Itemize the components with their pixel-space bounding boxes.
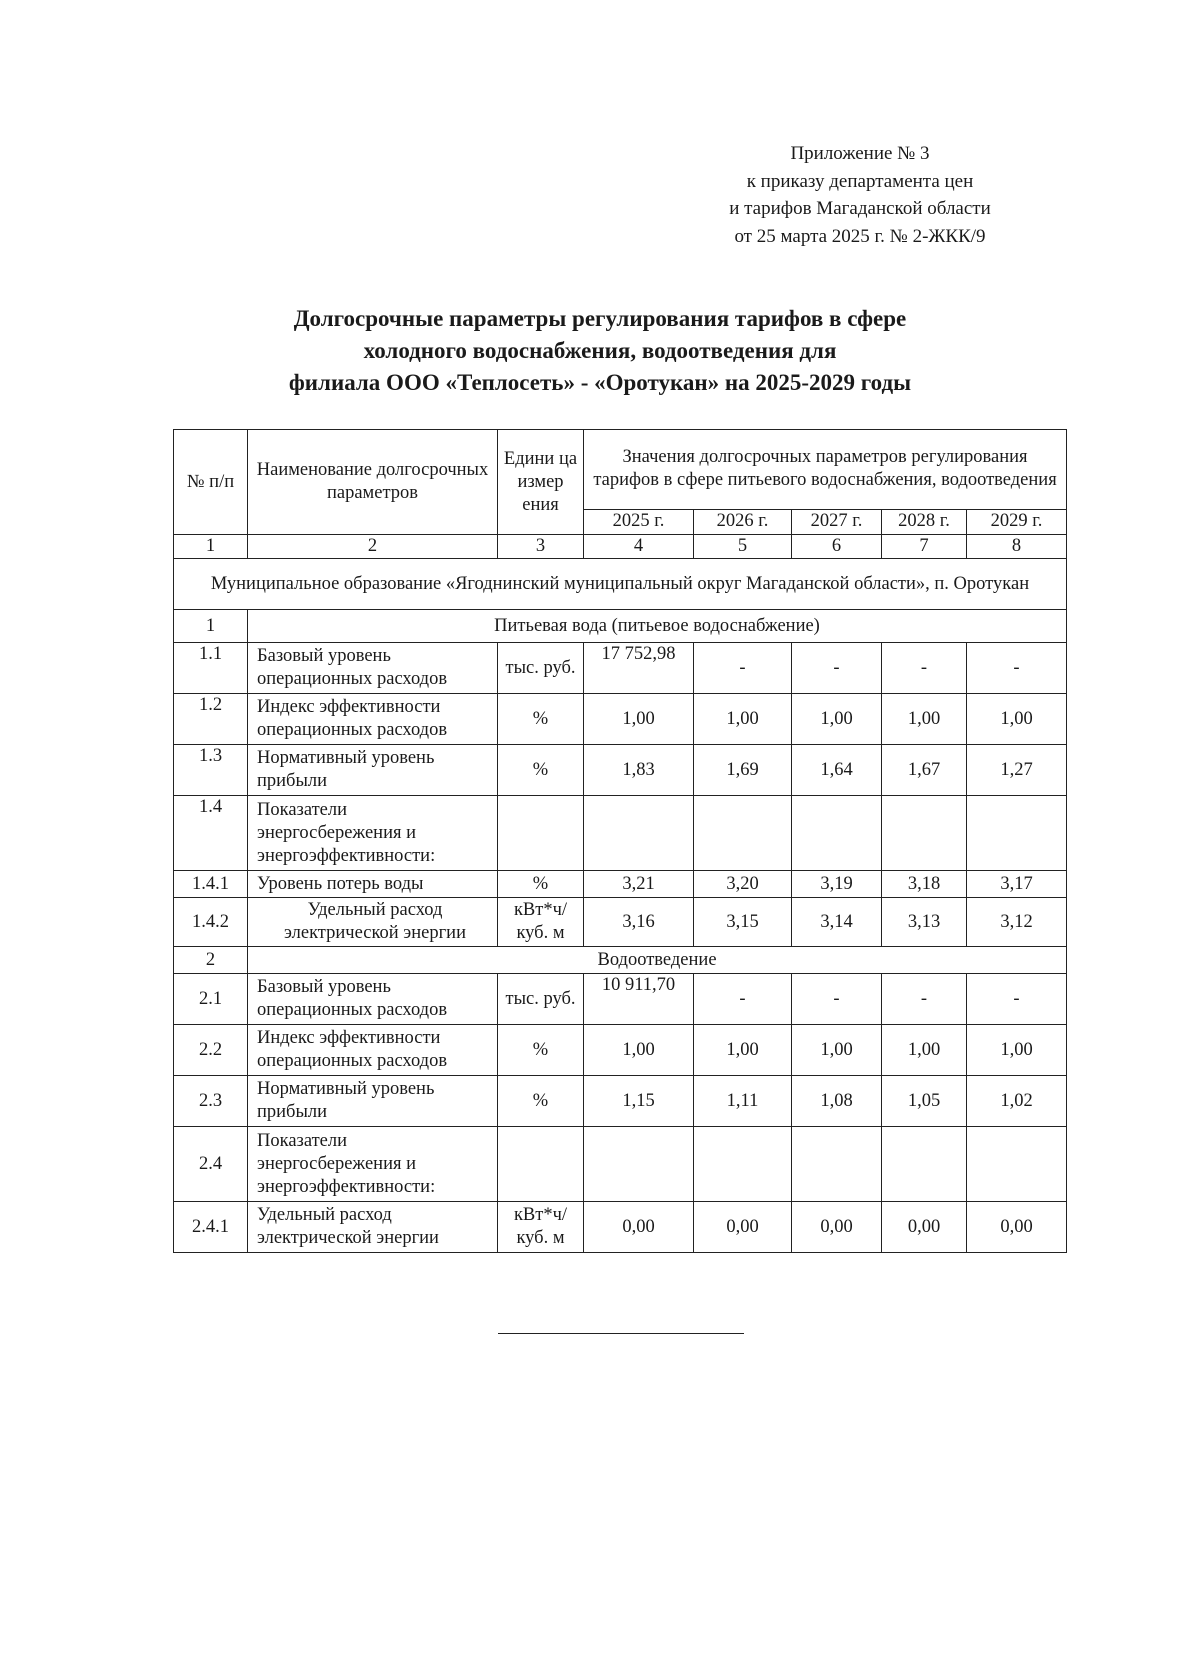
row-value: 1,83 xyxy=(584,745,694,796)
row-name: Показатели энергосбережения и энергоэффективности: xyxy=(248,796,498,871)
row-value: 3,15 xyxy=(694,898,792,947)
row-value: 1,00 xyxy=(967,694,1067,745)
row-value: 1,00 xyxy=(694,694,792,745)
parameters-table xyxy=(173,429,1067,1253)
header-row xyxy=(174,430,1067,510)
appendix-line-2: к приказу департамента цен xyxy=(746,170,974,192)
row-value: 3,20 xyxy=(694,871,792,898)
row-num: 1.4.1 xyxy=(174,871,248,898)
row-num: 2.4.1 xyxy=(174,1202,248,1253)
closing-divider xyxy=(498,1333,744,1334)
table-row xyxy=(174,643,1067,694)
row-value: 17 752,98 xyxy=(584,643,694,694)
row-unit: кВт*ч/ куб. м xyxy=(498,1202,584,1253)
row-num: 1.3 xyxy=(174,745,248,796)
column-number: 6 xyxy=(792,535,882,559)
row-num: 2.4 xyxy=(174,1127,248,1202)
header-year: 2027 г. xyxy=(792,509,882,534)
title-line-3: филиала ООО «Теплосеть» - «Оротукан» на 2025-2029 годы xyxy=(288,370,912,395)
header-year: 2026 г. xyxy=(694,509,792,534)
column-number: 4 xyxy=(584,535,694,559)
row-unit: % xyxy=(498,1076,584,1127)
row-value: 1,00 xyxy=(584,694,694,745)
section-num: 1 xyxy=(174,610,248,643)
row-value: 0,00 xyxy=(882,1202,967,1253)
row-name: Индекс эффективности операционных расходов xyxy=(248,1025,498,1076)
row-unit: тыс. руб. xyxy=(498,643,584,694)
header-name: Наименование долгосрочных параметров xyxy=(248,430,498,535)
row-value: 1,00 xyxy=(792,1025,882,1076)
row-value: - xyxy=(882,643,967,694)
row-unit: % xyxy=(498,694,584,745)
row-value xyxy=(792,796,882,871)
row-value: - xyxy=(967,643,1067,694)
row-name: Удельный расход электрической энергии xyxy=(248,1202,498,1253)
table-row xyxy=(174,898,1067,947)
row-unit xyxy=(498,1127,584,1202)
row-unit: кВт*ч/ куб. м xyxy=(498,898,584,947)
row-value: 1,11 xyxy=(694,1076,792,1127)
row-value: 1,02 xyxy=(967,1076,1067,1127)
section-title: Водоотведение xyxy=(248,947,1067,974)
municipality-row xyxy=(174,559,1067,610)
row-value: 10 911,70 xyxy=(584,974,694,1025)
appendix-line-1: Приложение № 3 xyxy=(790,143,930,164)
row-value: 1,05 xyxy=(882,1076,967,1127)
row-unit: % xyxy=(498,1025,584,1076)
row-value: - xyxy=(694,643,792,694)
row-value xyxy=(694,796,792,871)
row-name: Нормативный уровень прибыли xyxy=(248,745,498,796)
row-name: Индекс эффективности операционных расходов xyxy=(248,694,498,745)
appendix-line-4: от 25 марта 2025 г. № 2-ЖКК/9 xyxy=(734,225,986,247)
row-value: 1,00 xyxy=(584,1025,694,1076)
row-value: 1,00 xyxy=(694,1025,792,1076)
row-value: 0,00 xyxy=(967,1202,1067,1253)
row-value xyxy=(967,796,1067,871)
table-row xyxy=(174,694,1067,745)
row-value: 1,67 xyxy=(882,745,967,796)
row-value: 3,16 xyxy=(584,898,694,947)
header-values-group: Значения долгосрочных параметров регулирования тарифов в сфере питьевого водоснабжения, водоотведения xyxy=(584,430,1067,510)
row-name: Уровень потерь воды xyxy=(248,871,498,898)
section-1-rows xyxy=(174,643,1067,947)
column-number: 7 xyxy=(882,535,967,559)
row-name: Базовый уровень операционных расходов xyxy=(248,974,498,1025)
row-value: 3,12 xyxy=(967,898,1067,947)
row-value: 3,18 xyxy=(882,871,967,898)
header-unit: Едини ца измер ения xyxy=(498,430,584,535)
row-value: 1,27 xyxy=(967,745,1067,796)
row-unit: % xyxy=(498,745,584,796)
row-value xyxy=(792,1127,882,1202)
table-row xyxy=(174,745,1067,796)
row-value xyxy=(584,1127,694,1202)
row-value: - xyxy=(967,974,1067,1025)
row-name: Нормативный уровень прибыли xyxy=(248,1076,498,1127)
row-unit xyxy=(498,796,584,871)
row-value: 3,13 xyxy=(882,898,967,947)
row-num: 2.2 xyxy=(174,1025,248,1076)
row-value xyxy=(584,796,694,871)
header-year: 2028 г. xyxy=(882,509,967,534)
appendix-line-3: и тарифов Магаданской области xyxy=(729,198,991,219)
table-row xyxy=(174,974,1067,1025)
row-num: 1.2 xyxy=(174,694,248,745)
title-line-2: холодного водоснабжения, водоотведения для xyxy=(363,338,837,363)
table-row xyxy=(174,796,1067,871)
row-value xyxy=(882,1127,967,1202)
row-num: 1.4.2 xyxy=(174,898,248,947)
appendix-block xyxy=(690,140,1030,250)
row-value: 1,00 xyxy=(792,694,882,745)
row-unit: тыс. руб. xyxy=(498,974,584,1025)
table-row xyxy=(174,1025,1067,1076)
row-num: 1.4 xyxy=(174,796,248,871)
section-title: Питьевая вода (питьевое водоснабжение) xyxy=(248,610,1067,643)
row-value: 1,00 xyxy=(967,1025,1067,1076)
header-year: 2029 г. xyxy=(967,509,1067,534)
column-number: 1 xyxy=(174,535,248,559)
table-row xyxy=(174,1127,1067,1202)
row-name: Базовый уровень операционных расходов xyxy=(248,643,498,694)
row-num: 2.1 xyxy=(174,974,248,1025)
column-number: 5 xyxy=(694,535,792,559)
row-value xyxy=(967,1127,1067,1202)
header-year: 2025 г. xyxy=(584,509,694,534)
row-unit: % xyxy=(498,871,584,898)
row-value: - xyxy=(882,974,967,1025)
row-num: 2.3 xyxy=(174,1076,248,1127)
row-name: Показатели энергосбережения и энергоэффективности: xyxy=(248,1127,498,1202)
municipality-cell: Муниципальное образование «Ягоднинский муниципальный округ Магаданской области», п. Оротукан xyxy=(174,559,1067,610)
table-row xyxy=(174,1202,1067,1253)
table-row xyxy=(174,871,1067,898)
row-value: 3,14 xyxy=(792,898,882,947)
row-value xyxy=(882,796,967,871)
row-value: 1,64 xyxy=(792,745,882,796)
column-numbers-row xyxy=(174,535,1067,559)
row-value: 1,08 xyxy=(792,1076,882,1127)
section-row xyxy=(174,610,1067,643)
column-number: 8 xyxy=(967,535,1067,559)
row-value: 3,17 xyxy=(967,871,1067,898)
row-value: 1,00 xyxy=(882,1025,967,1076)
table-row xyxy=(174,1076,1067,1127)
section-2-rows xyxy=(174,974,1067,1253)
title-line-1: Долгосрочные параметры регулирования тарифов в сфере xyxy=(293,306,907,331)
header-num: № п/п xyxy=(174,430,248,535)
row-value xyxy=(694,1127,792,1202)
row-value: 3,21 xyxy=(584,871,694,898)
row-value: 1,15 xyxy=(584,1076,694,1127)
column-number: 2 xyxy=(248,535,498,559)
row-value: - xyxy=(694,974,792,1025)
row-value: - xyxy=(792,974,882,1025)
row-value: 1,00 xyxy=(882,694,967,745)
section-num: 2 xyxy=(174,947,248,974)
row-value: 0,00 xyxy=(584,1202,694,1253)
row-name: Удельный расход электрической энергии xyxy=(248,898,498,947)
row-value: 1,69 xyxy=(694,745,792,796)
column-number: 3 xyxy=(498,535,584,559)
row-value: 0,00 xyxy=(792,1202,882,1253)
row-value: - xyxy=(792,643,882,694)
row-value: 3,19 xyxy=(792,871,882,898)
row-value: 0,00 xyxy=(694,1202,792,1253)
row-num: 1.1 xyxy=(174,643,248,694)
document-title xyxy=(180,303,1020,399)
section-row xyxy=(174,947,1067,974)
